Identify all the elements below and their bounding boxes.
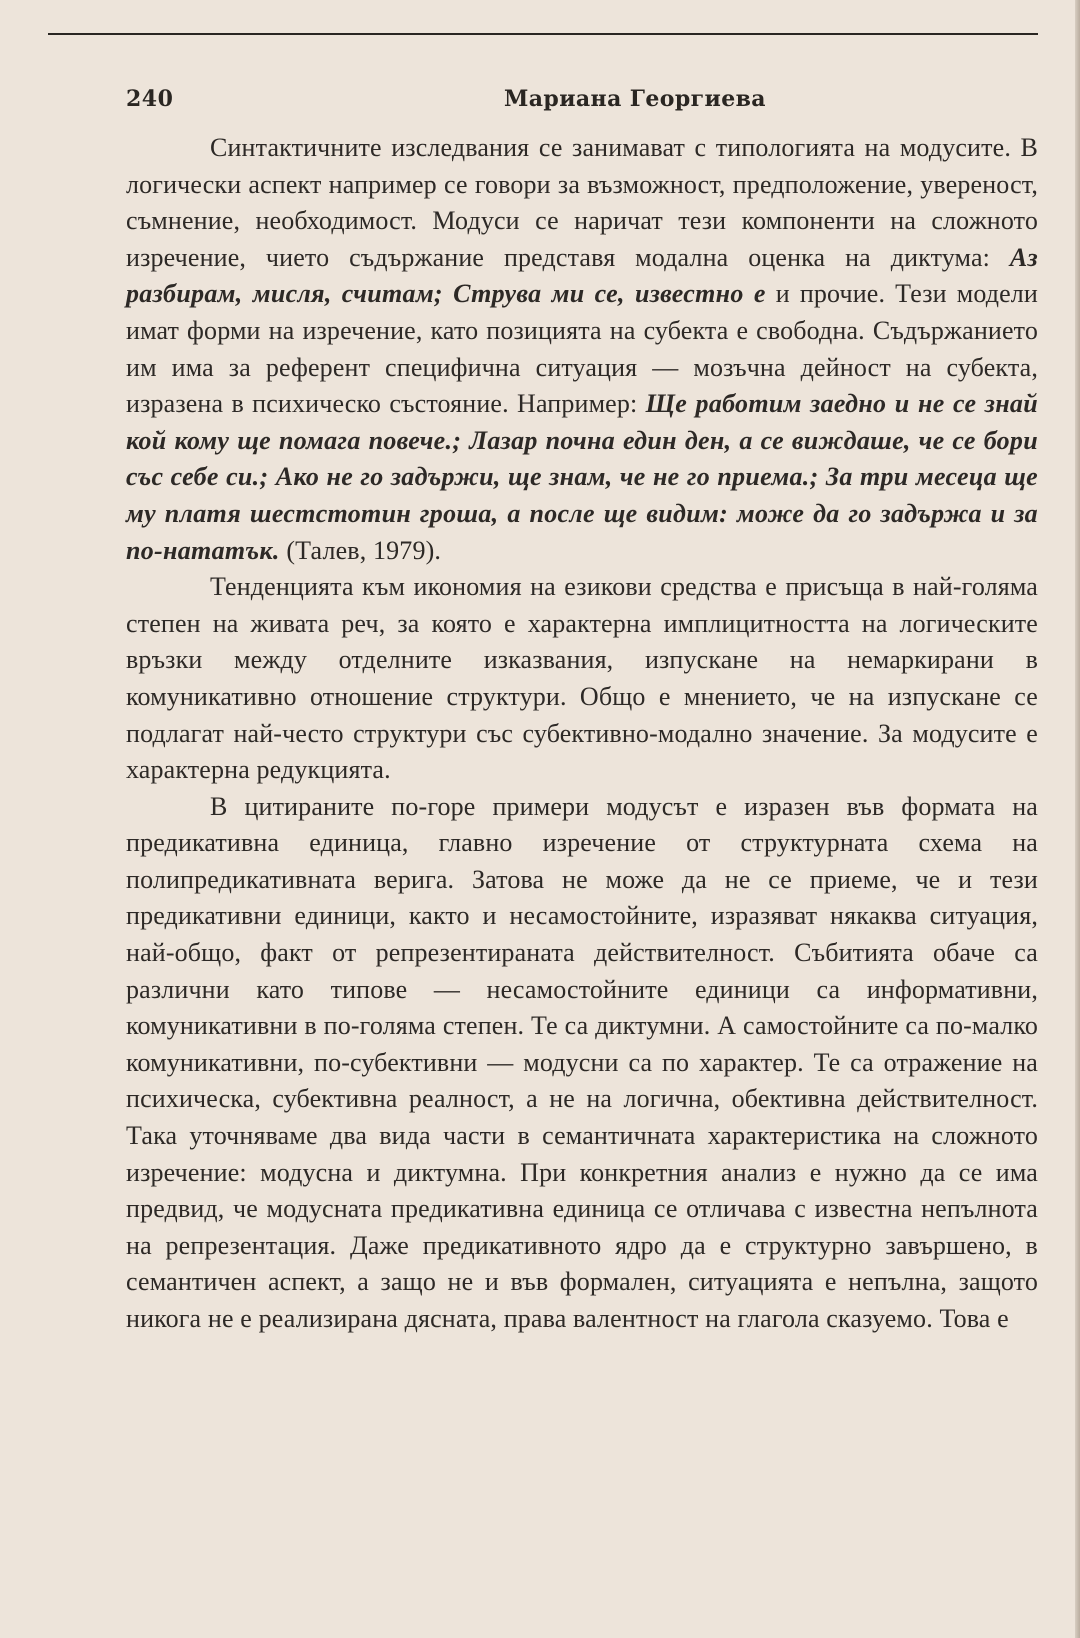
paragraph-3: В цитираните по-горе примери модусът е изразен във формата на предикативна единица, главно изречение от структурната схема на полипредикативната верига. Затова не може да не се приеме, че и тези предикативни единици, както и несамостойните, изразяват някаква ситуация, най-общо, факт от репрезентираната действителност. Събитията обаче са различни като типове — несамостойните единици са информативни, комуникативни в по-голяма степен. Те са диктумни. А самостойните са по-малко комуникативни, по-субективни — модусни са по характер. Те са отражение на психическа, субективна реалност, а не на логична, обективна действителност. Така уточняваме два вида части в семантичната характеристика на сложното изречение: модусна и диктумна. При конкретния анализ е нужно да се има предвид, че модусната предикативна единица се отличава с известна непълнота на репрезентация. Даже предикативното ядро да е структурно завършено, в семантичен аспект, а защо не и във формален, ситуацията е непълна, защото никога не е реализирана дясната, права валентност на глагола сказуемо. Това е — [126, 791, 1038, 1333]
paragraph-1-italic-modus-examples: Аз разбирам, мисля, считам; Струва ми се, известно е — [126, 242, 1038, 309]
running-title: Мариана Георгиева — [504, 86, 766, 112]
paragraph-1-italic-quote-examples: Ще работим заедно и не се знай кой кому ще помага повече.; Лазар почна един ден, а се виждаше, че се бори със себе си.; Ако не го задържи, ще знам, че не го приема.; За три месеца ще му платя шестстотин гроша, а после ще видим: може да го задържа и за по-нататък. — [126, 389, 1038, 565]
paragraph-1-text-b: и прочие. Тези модели имат форми на изречение, като позицията на субекта е свободна. Съдържанието им има за референт специфична ситуация — мозъчна дейност на субекта, изразена в психическо състояние. Например: — [126, 279, 1038, 419]
page-number: 240 — [126, 86, 174, 112]
paragraph-1-text-a: Синтактичните изследвания се занимават с типологията на модусите. В логически аспект например се говори за възможност, предположение, увереност, съмнение, необходимост. Модуси се наричат тези компоненти на сложното изречение, чието съдържание представя модална оценка на диктума: — [126, 133, 1038, 272]
paragraph-1 — [126, 130, 1038, 569]
page-header — [126, 80, 1038, 116]
header-rule — [48, 33, 1038, 35]
page-edge-shadow — [1075, 0, 1080, 1638]
paragraph-1-citation: (Талев, 1979). — [279, 535, 442, 565]
paragraph-2: Тенденцията към икономия на езикови средства е присъща в най-голяма степен на живата реч, за която е характерна имплицитността на логическите връзки между отделните изказвания, изпускане на немаркирани в комуникативно отношение структури. Общо е мнението, че на изпускане се подлагат най-често структури със субективно-модално значение. За модусите е характерна редукцията. — [126, 572, 1038, 785]
body-text — [126, 130, 1038, 1630]
